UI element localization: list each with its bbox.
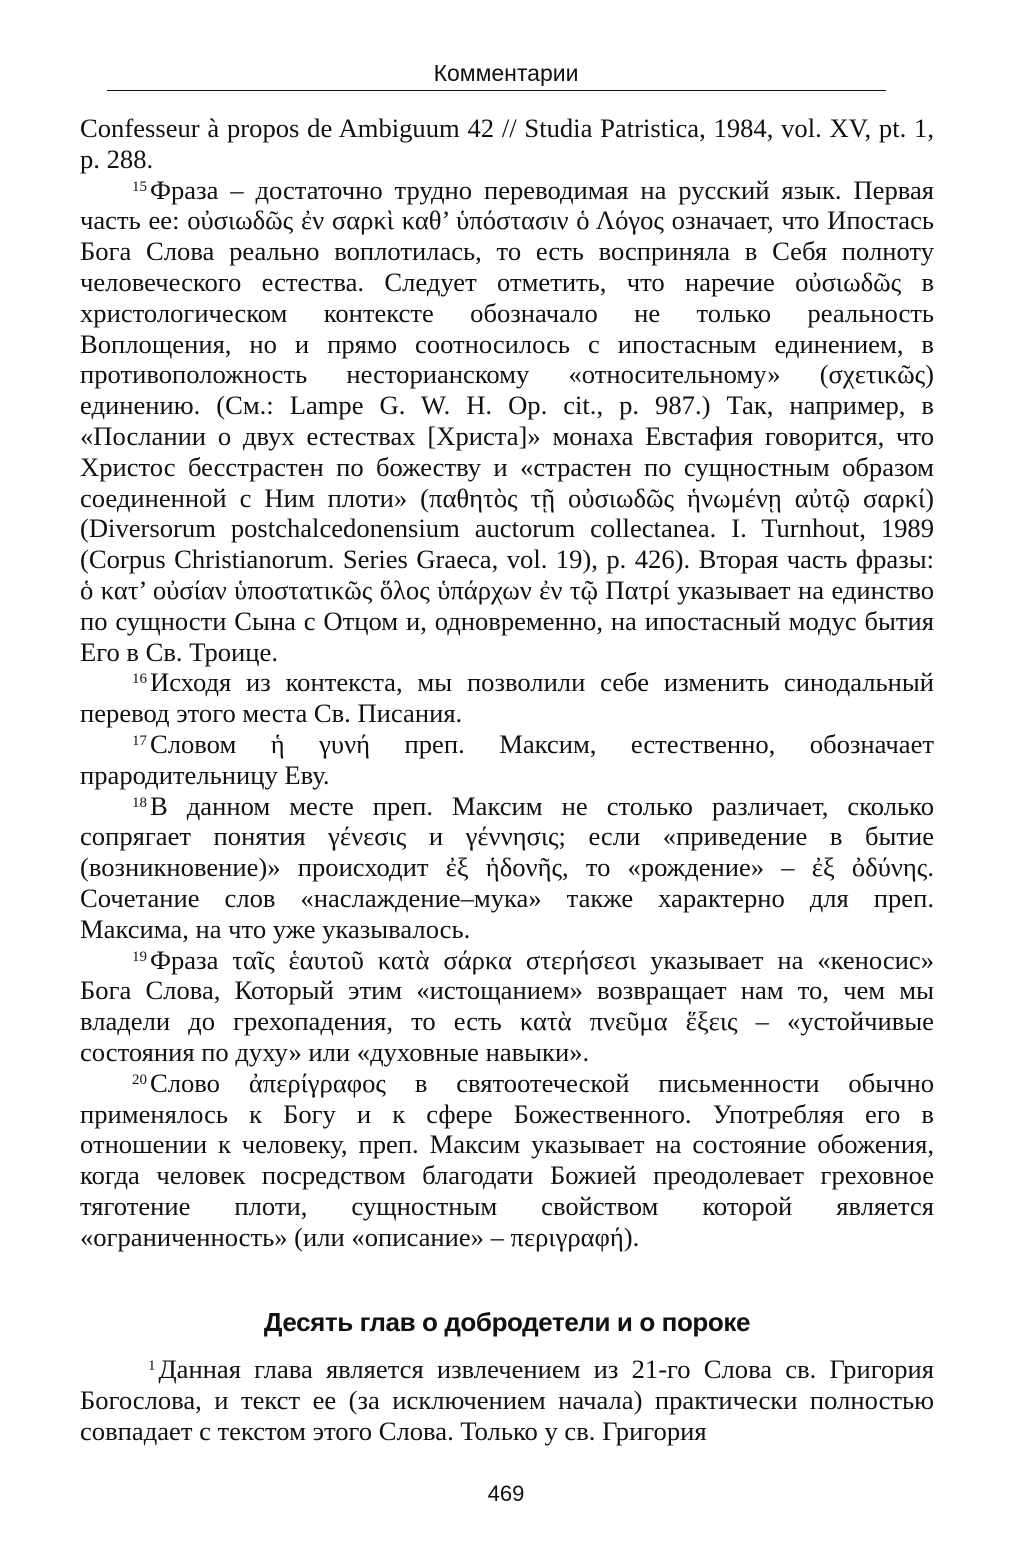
note-text: В данном месте преп. Максим не столько различает, сколько сопрягает понятия γένεσις и γέννησις; если «приведение в бытие (возникновение)» происходит ἐξ ἡδονῆς, то «рождение» – ἐξ ὀδύνης. Сочетание слов «наслаждение–мука» также характерно для преп. Максима, на что уже указывалось. <box>80 790 934 944</box>
note-text: Confesseur à propos de Ambiguum 42 // Studia Patristica, 1984, vol. XV, pt. 1, p. 288. <box>80 113 934 174</box>
note-number: 16 <box>132 671 147 688</box>
note-20 <box>80 1068 934 1253</box>
note-text: Слово ἀπερίγραφος в святоотеческой письменности обычно применялось к Богу и к сфере Божественного. Употребляя его в отношении к человеку, преп. Максим указывает на состояние обожения, когда человек посредством благодати Божией преодолевает греховное тяготение плоти, сущностным свойством которой является «ограниченность» (или «описание» – περιγραφή). <box>80 1067 934 1252</box>
note-number: 20 <box>132 1071 147 1088</box>
note-number: 19 <box>132 948 147 965</box>
note-number: 18 <box>132 794 147 811</box>
note-15 <box>80 175 934 668</box>
note-19 <box>80 945 934 1068</box>
section-title: Десять глав о добродетели и о пороке <box>263 1307 751 1337</box>
running-header: Комментарии <box>433 60 579 86</box>
section-notes-body <box>80 1354 934 1446</box>
note-text: Фраза – достаточно трудно переводимая на русский язык. Первая часть ее: οὐσιωδῶς ἐν σαρκὶ καθ’ ὑπόστασιν ὁ Λόγος означает, что Ипостась Бога Слова реально воплотилась, то есть восприняла в Себя полноту человеческого естества. Следует отметить, что наречие οὐσιωδῶς в христологическом контексте обозначало не только реальность Воплощения, но и прямо соотносилось с ипостасным единением, в противоположность несторианскому «относительному» (σχετικῶς) единению. (См.: Lampe G. W. H. Op. cit., p. 987.) Так, например, в «Послании о двух естествах [Христа]» монаха Евстафия говорится, что Христос бесстрастен по божеству и «страстен по сущностным образом соединенной с Ним плоти» (παθητὸς τῇ οὐσιωδῶς ἡνωμένῃ αὐτῷ σαρκί) (Diversorum postchalcedonensium auctorum collectanea. I. Turnhout, 1989 (Corpus Christianorum. Series Graeca, vol. 19), p. 426). Вторая часть фразы: ὁ κατ’ οὐσίαν ὑποστατικῶς ὅλος ὑπάρχων ἐν τῷ Πατρί указывает на единство по сущности Сына с Отцом и, одновременно, на ипостасный модус бытия Его в Св. Троице. <box>80 174 934 667</box>
page-number: 469 <box>487 1481 525 1506</box>
note-number: 15 <box>132 178 147 195</box>
note-text: Исходя из контекста, мы позволили себе изменить синодальный перевод этого места Св. Писания. <box>80 667 934 729</box>
section-note-1 <box>80 1354 934 1446</box>
note-number: 17 <box>132 732 147 749</box>
header-rule <box>107 90 886 91</box>
note-number: 1 <box>148 1358 156 1374</box>
note-text: Словом ἡ γυνή преп. Максим, естественно, обозначает прародительницу Еву. <box>80 728 934 790</box>
note-text: Фраза ταῖς ἑαυτοῦ κατὰ σάρκα στερήσεσι указывает на «кеносис» Бога Слова, Который этим «истощанием» возвращает нам то, чем мы владели до грехопадения, то есть κατὰ πνεῦμα ἕξεις – «устойчивые состояния по духу» или «духовные навыки». <box>80 944 934 1067</box>
note-18 <box>80 791 934 945</box>
note-continuation <box>80 113 934 175</box>
note-16 <box>80 667 934 729</box>
note-text: Данная глава является извлечением из 21-го Слова св. Григория Богослова, и текст ее (за исключением начала) практически полностью совпадает с текстом этого Слова. Только у св. Григория <box>80 1354 934 1446</box>
notes-body <box>80 113 934 1252</box>
note-17 <box>80 729 934 791</box>
